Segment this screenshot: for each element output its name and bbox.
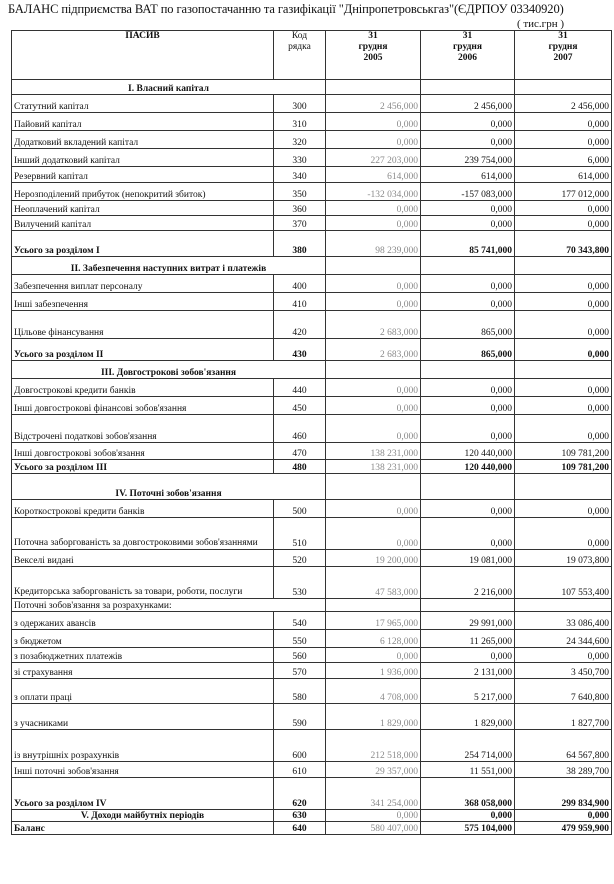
value-2006: 239 754,000 (421, 149, 515, 167)
section-title: IV. Поточні зобов'язання (12, 474, 326, 500)
row-label: Усього за розділом IV (12, 778, 274, 810)
value-2006: 575 104,000 (421, 822, 515, 835)
empty-cell (421, 361, 515, 379)
header-day: 31 (368, 31, 378, 41)
value-2005: 614,000 (326, 167, 421, 183)
header-label: ПАСИВ (12, 31, 274, 80)
row-label: із внутрішніх розрахунків (12, 730, 274, 762)
row-label: Вилучений капітал (12, 216, 274, 231)
row-label: Забезпечення виплат персоналу (12, 275, 274, 293)
header-col-2005 (326, 31, 421, 80)
row-label: Резервний капітал (12, 167, 274, 183)
section-row (12, 80, 612, 95)
row-code: 440 (274, 379, 326, 397)
row-label: Неоплачений капітал (12, 201, 274, 216)
empty-cell (421, 599, 515, 612)
value-2007: 0,000 (515, 810, 612, 822)
row-label: Усього за розділом ІІ (12, 339, 274, 361)
section-title: І. Власний капітал (12, 80, 326, 95)
row-code: 540 (274, 612, 326, 630)
row-code: 430 (274, 339, 326, 361)
total-row (12, 460, 612, 474)
value-2005: 0,000 (326, 648, 421, 663)
header-year: 2006 (458, 53, 477, 63)
value-2007: 19 073,800 (515, 550, 612, 567)
header-col-2006 (421, 31, 515, 80)
value-2007: 109 781,200 (515, 443, 612, 460)
row-label: Інші довгострокові зобов'язання (12, 443, 274, 460)
header-code (274, 31, 326, 80)
row-code: 350 (274, 183, 326, 201)
value-2006: 120 440,000 (421, 460, 515, 474)
table-row (12, 149, 612, 167)
empty-cell (326, 257, 421, 275)
row-label: Поточна заборгованість за довгостроковими зобов'язаннями (12, 518, 274, 550)
value-2006: 85 741,000 (421, 231, 515, 257)
value-2007: 0,000 (515, 518, 612, 550)
value-2007: 7 640,800 (515, 679, 612, 704)
value-2005: 138 231,000 (326, 443, 421, 460)
table-row (12, 415, 612, 443)
value-2007: 479 959,900 (515, 822, 612, 835)
section-row (12, 361, 612, 379)
empty-cell (421, 257, 515, 275)
row-label: Довгострокові кредити банків (12, 379, 274, 397)
row-label: V. Доходи майбутніх періодів (12, 810, 274, 822)
table-body (12, 80, 612, 835)
value-2007: 0,000 (515, 648, 612, 663)
row-label: Інші забезпечення (12, 293, 274, 311)
table-row (12, 567, 612, 599)
table-row (12, 550, 612, 567)
table-row (12, 397, 612, 415)
row-label: з бюджетом (12, 630, 274, 648)
row-code: 450 (274, 397, 326, 415)
table-row (12, 730, 612, 762)
row-code: 560 (274, 648, 326, 663)
value-2005: 212 518,000 (326, 730, 421, 762)
header-row (12, 31, 612, 80)
value-2007: 0,000 (515, 415, 612, 443)
row-code: 520 (274, 550, 326, 567)
value-2007: 0,000 (515, 397, 612, 415)
value-2005: 0,000 (326, 275, 421, 293)
value-2007: 3 450,700 (515, 663, 612, 679)
value-2006: 5 217,000 (421, 679, 515, 704)
value-2005: 0,000 (326, 216, 421, 231)
row-code: 610 (274, 762, 326, 778)
value-2005: 580 407,000 (326, 822, 421, 835)
header-day: 31 (558, 31, 568, 41)
value-2006: 865,000 (421, 311, 515, 339)
value-2005: 1 829,000 (326, 704, 421, 730)
value-2006: 19 081,000 (421, 550, 515, 567)
table-row (12, 679, 612, 704)
table-row (12, 518, 612, 550)
table-row (12, 113, 612, 131)
empty-cell (515, 361, 612, 379)
value-2007: 0,000 (515, 293, 612, 311)
value-2005: 47 583,000 (326, 567, 421, 599)
header-code-line1: Код (291, 31, 308, 41)
value-2006: 865,000 (421, 339, 515, 361)
total-row (12, 231, 612, 257)
table-row (12, 443, 612, 460)
balance-table (11, 30, 612, 835)
row-code: 320 (274, 131, 326, 149)
row-label: з позабюджетних платежів (12, 648, 274, 663)
empty-cell (326, 80, 421, 95)
value-2006: 120 440,000 (421, 443, 515, 460)
row-code: 590 (274, 704, 326, 730)
note-label: Поточні зобов'язання за розрахунками: (12, 599, 326, 612)
empty-cell (326, 361, 421, 379)
value-2006: 0,000 (421, 379, 515, 397)
row-code: 630 (274, 810, 326, 822)
table-row (12, 293, 612, 311)
value-2005: 0,000 (326, 113, 421, 131)
row-label: з учасниками (12, 704, 274, 730)
section-row (12, 474, 612, 500)
value-2007: 0,000 (515, 275, 612, 293)
value-2006: 0,000 (421, 397, 515, 415)
value-2006: 11 265,000 (421, 630, 515, 648)
value-2005: 6 128,000 (326, 630, 421, 648)
row-code: 500 (274, 500, 326, 518)
row-label: Баланс (12, 822, 274, 835)
value-2007: 0,000 (515, 379, 612, 397)
row-code: 480 (274, 460, 326, 474)
row-code: 330 (274, 149, 326, 167)
value-2005: 29 357,000 (326, 762, 421, 778)
value-2006: 2 131,000 (421, 663, 515, 679)
row-code: 380 (274, 231, 326, 257)
row-code: 530 (274, 567, 326, 599)
table-row (12, 648, 612, 663)
row-label: Цільове фінансування (12, 311, 274, 339)
row-label: Векселі видані (12, 550, 274, 567)
row-code: 470 (274, 443, 326, 460)
empty-cell (421, 80, 515, 95)
value-2005: 0,000 (326, 293, 421, 311)
empty-cell (515, 257, 612, 275)
value-2005: 4 708,000 (326, 679, 421, 704)
value-2006: 2 456,000 (421, 95, 515, 113)
header-year: 2005 (363, 53, 383, 63)
value-2005: 341 254,000 (326, 778, 421, 810)
row-label: Усього за розділом ІІІ (12, 460, 274, 474)
value-2005: 0,000 (326, 131, 421, 149)
value-2005: 2 683,000 (326, 311, 421, 339)
row-code: 300 (274, 95, 326, 113)
row-label: Відстрочені податкові зобов'язання (12, 415, 274, 443)
row-label: Пайовий капітал (12, 113, 274, 131)
header-month: грудня (358, 42, 388, 52)
value-2007: 70 343,800 (515, 231, 612, 257)
section-row (12, 257, 612, 275)
section-title: ІІ. Забезпечення наступних витрат і платежів (12, 257, 326, 275)
table-row (12, 663, 612, 679)
value-2006: 0,000 (421, 415, 515, 443)
value-2007: 24 344,600 (515, 630, 612, 648)
row-label: Статутний капітал (12, 95, 274, 113)
note-row (12, 599, 612, 612)
row-code: 420 (274, 311, 326, 339)
value-2007: 299 834,900 (515, 778, 612, 810)
row-label: Інші довгострокові фінансові зобов'язання (12, 397, 274, 415)
row-label: з одержаних авансів (12, 612, 274, 630)
row-label: зі страхування (12, 663, 274, 679)
table-row (12, 275, 612, 293)
value-2007: 0,000 (515, 113, 612, 131)
row-label: Короткострокові кредити банків (12, 500, 274, 518)
value-2006: 11 551,000 (421, 762, 515, 778)
row-code: 510 (274, 518, 326, 550)
value-2007: 64 567,800 (515, 730, 612, 762)
value-2007: 614,000 (515, 167, 612, 183)
row-code: 370 (274, 216, 326, 231)
value-2005: 0,000 (326, 518, 421, 550)
table-row (12, 311, 612, 339)
value-2006: 0,000 (421, 113, 515, 131)
row-code: 580 (274, 679, 326, 704)
table-row (12, 500, 612, 518)
value-2007: 0,000 (515, 201, 612, 216)
value-2006: 0,000 (421, 648, 515, 663)
row-code: 600 (274, 730, 326, 762)
header-col-2007 (515, 31, 612, 80)
section-title: ІІІ. Довгострокові зобов'язання (12, 361, 326, 379)
value-2006: 368 058,000 (421, 778, 515, 810)
value-2005: 0,000 (326, 201, 421, 216)
value-2006: 614,000 (421, 167, 515, 183)
empty-cell (515, 599, 612, 612)
row-label: Інші поточні зобов'язання (12, 762, 274, 778)
table-row (12, 167, 612, 183)
table-row (12, 201, 612, 216)
value-2007: 0,000 (515, 311, 612, 339)
row-label: Нерозподілений прибуток (непокритий збиток) (12, 183, 274, 201)
value-2005: 1 936,000 (326, 663, 421, 679)
value-2007: 1 827,700 (515, 704, 612, 730)
header-month: грудня (548, 42, 578, 52)
value-2006: 0,000 (421, 131, 515, 149)
value-2006: 254 714,000 (421, 730, 515, 762)
value-2007: 109 781,200 (515, 460, 612, 474)
row-code: 620 (274, 778, 326, 810)
value-2005: 0,000 (326, 379, 421, 397)
value-2007: 33 086,400 (515, 612, 612, 630)
document-title: БАЛАНС підприємства ВАТ по газопостачанню та газифікації "Дніпропетровськгаз"(ЄДРПОУ 03340920) (8, 2, 564, 16)
empty-cell (326, 474, 421, 500)
row-code: 570 (274, 663, 326, 679)
value-2007: 0,000 (515, 216, 612, 231)
total-row (12, 339, 612, 361)
header-year: 2007 (553, 53, 573, 63)
value-2006: 0,000 (421, 810, 515, 822)
table-row (12, 216, 612, 231)
empty-cell (421, 474, 515, 500)
header-day: 31 (462, 31, 473, 41)
value-2007: 6,000 (515, 149, 612, 167)
row-label: Кредиторська заборгованість за товари, роботи, послуги (12, 567, 274, 599)
empty-cell (326, 599, 421, 612)
table-row (12, 630, 612, 648)
value-2005: 98 239,000 (326, 231, 421, 257)
value-2007: 2 456,000 (515, 95, 612, 113)
value-2006: 2 216,000 (421, 567, 515, 599)
row-code: 310 (274, 113, 326, 131)
value-2005: 227 203,000 (326, 149, 421, 167)
total-row (12, 810, 612, 822)
value-2005: 0,000 (326, 415, 421, 443)
row-code: 410 (274, 293, 326, 311)
row-label: Додатковий вкладений капітал (12, 131, 274, 149)
value-2005: 138 231,000 (326, 460, 421, 474)
value-2005: 0,000 (326, 810, 421, 822)
total-row (12, 822, 612, 835)
value-2005: 0,000 (326, 500, 421, 518)
table-row (12, 183, 612, 201)
row-code: 460 (274, 415, 326, 443)
value-2007: 0,000 (515, 131, 612, 149)
value-2005: 19 200,000 (326, 550, 421, 567)
header-month: грудня (452, 42, 483, 52)
value-2006: 1 829,000 (421, 704, 515, 730)
value-2006: 0,000 (421, 500, 515, 518)
value-2007: 107 553,400 (515, 567, 612, 599)
row-label: Усього за розділом І (12, 231, 274, 257)
value-2006: 0,000 (421, 518, 515, 550)
value-2005: 0,000 (326, 397, 421, 415)
value-2007: 0,000 (515, 339, 612, 361)
value-2006: 0,000 (421, 275, 515, 293)
value-2006: 0,000 (421, 201, 515, 216)
empty-cell (515, 80, 612, 95)
empty-cell (515, 474, 612, 500)
value-2007: 0,000 (515, 500, 612, 518)
value-2007: 177 012,000 (515, 183, 612, 201)
value-2006: 0,000 (421, 216, 515, 231)
table-row (12, 379, 612, 397)
value-2005: 2 456,000 (326, 95, 421, 113)
row-code: 640 (274, 822, 326, 835)
value-2005: 17 965,000 (326, 612, 421, 630)
units-note: ( тис.грн ) (516, 18, 564, 30)
value-2005: -132 034,000 (326, 183, 421, 201)
row-label: Інший додатковий капітал (12, 149, 274, 167)
row-label: з оплати праці (12, 679, 274, 704)
value-2005: 2 683,000 (326, 339, 421, 361)
row-code: 400 (274, 275, 326, 293)
table-row (12, 762, 612, 778)
table-row (12, 704, 612, 730)
row-code: 340 (274, 167, 326, 183)
value-2006: 0,000 (421, 293, 515, 311)
total-row (12, 778, 612, 810)
row-code: 550 (274, 630, 326, 648)
header-code-line2: рядка (288, 42, 311, 52)
table-row (12, 95, 612, 113)
table-row (12, 612, 612, 630)
value-2007: 38 289,700 (515, 762, 612, 778)
value-2006: 29 991,000 (421, 612, 515, 630)
table-row (12, 131, 612, 149)
row-code: 360 (274, 201, 326, 216)
value-2006: -157 083,000 (421, 183, 515, 201)
